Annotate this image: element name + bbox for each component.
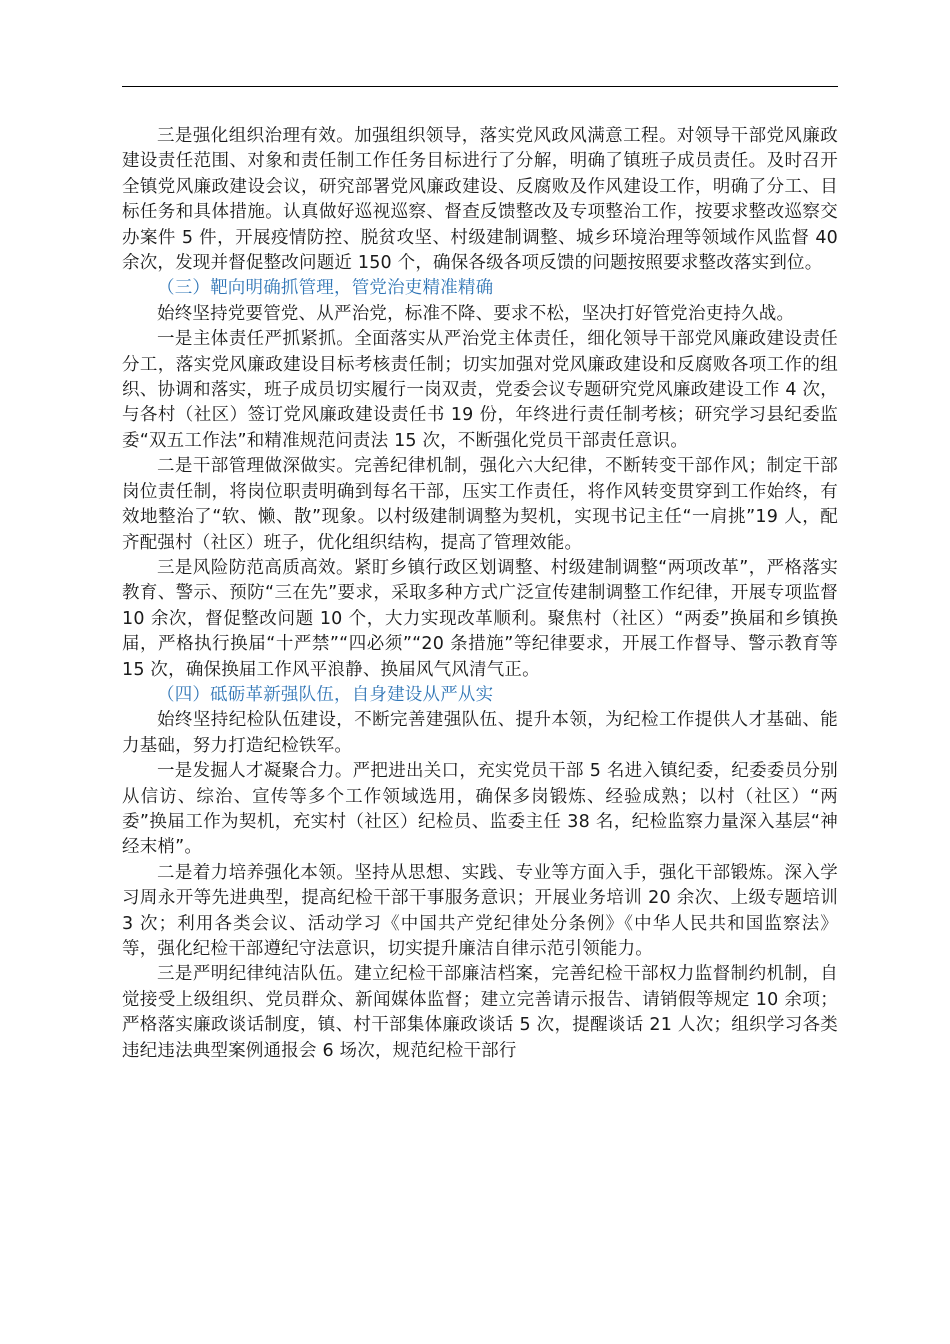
- paragraph: 一是发掘人才凝聚合力。严把进出关口，充实党员干部 5 名进入镇纪委，纪委委员分别从信访、综治、宣传等多个工作领域选用，确保多岗锻炼、经验成熟；以村（社区）“两委”换届工作为契机，充实村（社区）纪检员、监委主任 38 名，纪检监察力量深入基层“神经末梢”。: [122, 761, 838, 858]
- paragraph: 三是严明纪律纯洁队伍。建立纪检干部廉洁档案，完善纪检干部权力监督制约机制，自觉接受上级组织、党员群众、新闻媒体监督；建立完善请示报告、请销假等规定 10 余项；严格落实廉政谈话制度，镇、村干部集体廉政谈话 5 次，提醒谈话 21 人次；组织学习各类违纪违法典型案例通报会 6 场次，规范纪检干部行: [122, 964, 838, 1061]
- section-heading: （四）砥砺革新强队伍，自身建设从严从实: [157, 684, 494, 705]
- paragraph: 三是强化组织治理有效。加强组织领导，落实党风政风满意工程。对领导干部党风廉政建设责任范围、对象和责任制工作任务目标进行了分解，明确了镇班子成员责任。及时召开全镇党风廉政建设会议，研究部署党风廉政建设、反腐败及作风建设工作，明确了分工、目标任务和具体措施。认真做好巡视巡察、督查反馈整改及专项整治工作，按要求整改巡察交办案件 5 件，开展疫情防控、脱贫攻坚、村级建制调整、城乡环境治理等领域作风监督 40 余次，发现并督促整改问题近 150 个，确保各级各项反馈的问题按照要求整改落实到位。: [122, 126, 838, 274]
- paragraph: 一是主体责任严抓紧抓。全面落实从严治党主体责任，细化领导干部党风廉政建设责任分工，落实党风廉政建设目标考核责任制；切实加强对党风廉政建设和反腐败各项工作的组织、协调和落实，班子成员切实履行一岗双责，党委会议专题研究党风廉政建设工作 4 次，与各村（社区）签订党风廉政建设责任书 19 份，年终进行责任制考核；研究学习县纪委监委“双五工作法”和精准规范问责法 15 次，不断强化党员干部责任意识。: [122, 329, 838, 451]
- document-body: [122, 124, 838, 1064]
- paragraph: 二是干部管理做深做实。完善纪律机制，强化六大纪律，不断转变干部作风；制定干部岗位责任制，将岗位职责明确到每名干部，压实工作责任，将作风转变贯穿到工作始终，有效地整治了“软、懒、散”现象。以村级建制调整为契机，实现书记主任“一肩挑”19 人，配齐配强村（社区）班子，优化组织结构，提高了管理效能。: [122, 456, 838, 553]
- paragraph: 始终坚持党要管党、从严治党，标准不降、要求不松，坚决打好管党治吏持久战。: [157, 303, 795, 324]
- header-rule: [122, 86, 838, 87]
- section-heading: （三）靶向明确抓管理，管党治吏精准精确: [157, 278, 494, 299]
- paragraph: 二是着力培养强化本领。坚持从思想、实践、专业等方面入手，强化干部锻炼。深入学习周永开等先进典型，提高纪检干部干事服务意识；开展业务培训 20 余次、上级专题培训 3 次；利用各类会议、活动学习《中国共产党纪律处分条例》《中华人民共和国监察法》等，强化纪检干部遵纪守法意识，切实提升廉洁自律示范引领能力。: [122, 862, 838, 959]
- paragraph: 三是风险防范高质高效。紧盯乡镇行政区划调整、村级建制调整“两项改革”，严格落实教育、警示、预防“三在先”要求，采取多种方式广泛宣传建制调整工作纪律，开展专项监督 10 余次，督促整改问题 10 个，大力实现改革顺利。聚焦村（社区）“两委”换届和乡镇换届，严格执行换届“十严禁”“四必须”“20 条措施”等纪律要求，开展工作督导、警示教育等 15 次，确保换届工作风平浪静、换届风气风清气正。: [122, 557, 838, 680]
- paragraph: 始终坚持纪检队伍建设，不断完善建强队伍、提升本领，为纪检工作提供人才基础、能力基础，努力打造纪检铁军。: [122, 710, 838, 756]
